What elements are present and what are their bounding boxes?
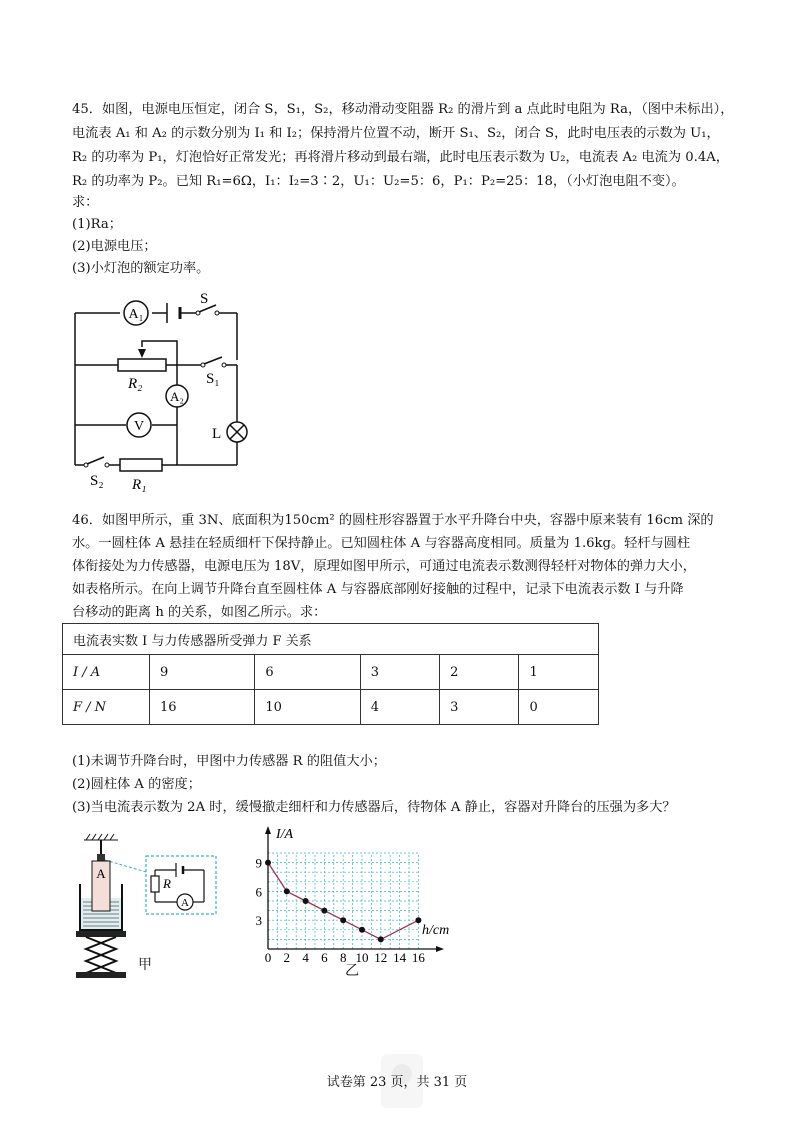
v-label: V — [133, 419, 145, 434]
q45-line-3: R₂ 的功率为 P₁，灯泡恰好正常发光；再将滑片移动到最右端，此时电压表示数为 U₂，电流表 A₂ 电流为 0.4A， — [72, 150, 729, 165]
q46-line-2: 水。一圆柱体 A 悬挂在轻质细杆下保持静止。已知圆柱体 A 与容器高度相同。质量为 1.6kg。轻杆与圆柱 — [72, 536, 691, 551]
q46-question-1: (1)未调节升降台时，甲图中力传感器 R 的阻值大小； — [72, 754, 386, 769]
y-tick-label: 3 — [255, 913, 262, 929]
q45-circuit-diagram — [60, 285, 260, 495]
table-cell: 10 — [255, 690, 360, 725]
table-row — [63, 690, 599, 725]
q45-line-7: (2)电源电压； — [72, 239, 157, 254]
q46-line-3: 体衔接处为力传感器，电源电压为 18V，原理如图甲所示，可通过电流表示数测得轻杆对物体的弹力大小， — [72, 559, 696, 574]
table-caption: 电流表实数 I 与力传感器所受弹力 F 关系 — [63, 624, 599, 655]
table-cell: 9 — [150, 655, 255, 690]
x-tick-label: 0 — [264, 950, 272, 962]
lamp-label: L — [212, 426, 222, 442]
q45-line-1: 45．如图，电源电压恒定，闭合 S，S₁，S₂，移动滑动变阻器 R₂ 的滑片到 a 点此时电阻为 Ra，（图中未标出）， — [72, 102, 734, 117]
chart-ylabel: I/A — [276, 827, 294, 842]
ammeter-icon — [177, 894, 193, 910]
chart-grid — [268, 853, 418, 949]
table-cell: 0 — [519, 690, 599, 725]
y-tick-label: 9 — [255, 855, 262, 871]
data-point — [415, 917, 421, 923]
x-tick-label: 12 — [374, 950, 388, 962]
table-cell: 2 — [440, 655, 519, 690]
data-point — [359, 927, 365, 933]
table-cell: 16 — [150, 690, 255, 725]
chart-xlabel: h/cm — [422, 923, 450, 938]
table-cell: 3 — [360, 655, 439, 690]
chart-axes — [265, 826, 444, 952]
figure-yi-label: 乙 — [345, 963, 359, 979]
rheostat-r2-icon — [118, 341, 177, 392]
ammeter-a1-icon — [124, 301, 148, 325]
a1-label: A₁ — [128, 307, 144, 322]
figure-jia-label: 甲 — [138, 957, 152, 973]
q46-question-2: (2)圆柱体 A 的密度； — [72, 777, 201, 792]
force-current-table — [62, 623, 599, 725]
page-footer: 试卷第 23 页，共 31 页 — [326, 1075, 468, 1090]
ammeter-a2-icon — [166, 385, 188, 407]
x-tick-label: 14 — [393, 950, 407, 962]
data-point — [378, 936, 384, 942]
sensor-r-label: R — [163, 876, 171, 891]
x-tick-label: 6 — [321, 950, 328, 962]
container-icon — [79, 861, 123, 930]
table-cell: 3 — [440, 690, 519, 725]
voltmeter-icon — [127, 413, 151, 437]
q46-line-4: 如表格所示。在向上调节升降台直至圆柱体 A 与容器底部刚好接触的过程中，记录下电流表示数 I 与升降 — [72, 582, 684, 597]
r1-label: R₁ — [132, 477, 147, 493]
q45-line-6: (1)Ra； — [72, 217, 122, 232]
x-tick-label: 2 — [283, 950, 291, 962]
battery-icon — [167, 303, 180, 323]
switch-s-icon — [196, 291, 219, 315]
data-point — [265, 860, 271, 866]
sensor-resistor-icon — [151, 876, 159, 892]
q45-line-8: (3)小灯泡的额定功率。 — [72, 261, 210, 276]
a2-label: A₂ — [170, 389, 184, 404]
x-tick-label: 8 — [339, 950, 347, 962]
x-tick-label: 10 — [355, 950, 369, 962]
switch-s2-icon — [84, 457, 109, 489]
table-row — [63, 655, 599, 690]
table-cell: F / N — [63, 690, 150, 725]
data-point — [284, 888, 290, 894]
battery-icon — [176, 863, 183, 877]
q45-line-5: 求： — [72, 195, 99, 210]
r2-label: R₂ — [128, 376, 143, 392]
q45-line-2: 电流表 A₁ 和 A₂ 的示数分别为 I₁ 和 I₂；保持滑片位置不动，断开 S₁、S₂，闭合 S，此时电压表的示数为 U₁， — [72, 126, 720, 141]
data-point — [340, 917, 346, 923]
table-cell: 4 — [360, 690, 439, 725]
switch-s-label: S — [200, 291, 209, 307]
lamp-icon — [212, 422, 247, 442]
switch-s2-label: S₂ — [90, 473, 104, 489]
q46-line-5: 台移动的距离 h 的关系，如图乙所示。求： — [72, 605, 327, 620]
q46-question-3: (3)当电流表示数为 2A 时，缓慢撤走细杆和力传感器后，待物体 A 静止，容器对升降台的压强为多大？ — [72, 800, 676, 815]
y-tick-label: 6 — [255, 884, 262, 900]
figure-yi-chart — [248, 822, 468, 962]
x-tick-label: 16 — [411, 950, 425, 962]
resistor-r1-icon — [120, 459, 162, 493]
switch-s1-icon — [201, 357, 226, 387]
lift-platform-icon — [76, 931, 126, 978]
q45-line-4: R₂ 的功率为 P₂。已知 R₁=6Ω，I₁：I₂=3∶2，U₁：U₂=5：6，P₁：P₂=25：18，（小灯泡电阻不变）。 — [72, 174, 685, 189]
data-point — [321, 908, 327, 914]
table-cell: 1 — [519, 655, 599, 690]
table-cell: 6 — [255, 655, 360, 690]
ammeter-label: A — [181, 897, 189, 909]
switch-s1-label: S₁ — [206, 371, 220, 387]
x-tick-label: 4 — [302, 950, 309, 962]
cylinder-a-label: A — [96, 866, 106, 881]
data-point — [303, 898, 309, 904]
table-cell: I / A — [63, 655, 150, 690]
q46-line-1: 46．如图甲所示，重 3N、底面积为150cm² 的圆柱形容器置于水平升降台中央，容器中原来装有 16cm 深的 — [72, 513, 714, 528]
